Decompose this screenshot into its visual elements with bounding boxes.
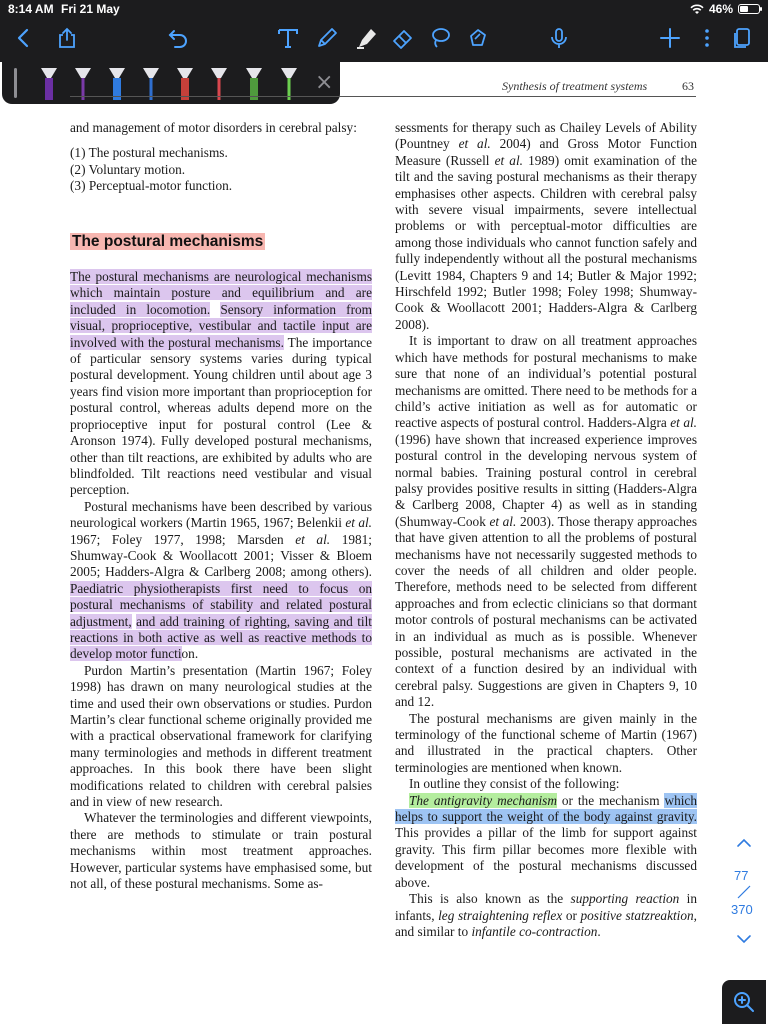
- microphone-icon: [547, 26, 571, 50]
- undo-button[interactable]: [164, 24, 192, 52]
- highlight-purple: and add training of righting, saving and tilt reactions in both active as well as reactive methods to develop motor functi: [70, 613, 372, 662]
- pen-tool[interactable]: [313, 24, 341, 52]
- paragraph-text: It is important to draw on all treatment approaches which have methods for postural mechanisms to make sure that none of an individual’s potential postural mechanisms are omitted. There need to be methods for a child’s active initiation as well as for automatic or reactive aspects of postural control. Hadders-Algra: [395, 333, 697, 431]
- pen-icon: [315, 26, 339, 50]
- page-number: 63: [682, 79, 694, 93]
- current-page: 77: [734, 868, 749, 883]
- add-page-button[interactable]: [656, 24, 684, 52]
- paragraph-text: on.: [181, 646, 199, 662]
- pen-color-purple[interactable]: [40, 66, 58, 100]
- list-item: (3) Perceptual-motor function.: [70, 178, 233, 194]
- pen-color-red[interactable]: [176, 66, 194, 100]
- list-item: (1) The postural mechanisms.: [70, 145, 228, 161]
- paragraph: Whatever the terminologies and different viewpoints, there are methods to stimulate or train postural mechanisms within most treatment approaches. However, particular systems have emphasised some, but not all, of these postural mechanisms. Some as-: [70, 810, 372, 892]
- text-icon: [276, 26, 300, 50]
- more-button[interactable]: [693, 24, 721, 52]
- zoom-in-icon: [732, 990, 756, 1014]
- total-pages: 370: [731, 902, 753, 917]
- paragraph: [395, 793, 697, 891]
- undo-icon: [166, 26, 190, 50]
- more-icon: [695, 26, 719, 50]
- paragraph: The postural mechanisms are given mainly in the terminology of the functional scheme of Martin (1967) and illustrated in the practical chapters. Other terminologies are mentioned when known.: [395, 710, 697, 775]
- section-heading: [70, 234, 372, 250]
- share-icon: [55, 26, 79, 50]
- paragraph-text: sessments for therapy such as Chailey Levels of Ability (Pountney: [395, 120, 697, 152]
- intro-text: and management of motor disorders in cerebral palsy:: [70, 120, 357, 135]
- paragraph-text: The importance of particular sensory systems varies during typical postural development. Young children until about age 3 years find vision more important than proprioception for postural control, whereas adults depend more on the proprioceptive input for postural control (Lee & Aronson 1974). Fully developed postural mechanisms, other than tilt reactions, are exhibited by adults who are blindfolded. Tilt reactions need vestibular and visual perception.: [70, 334, 372, 498]
- wifi-icon: [690, 4, 704, 15]
- pen-color-lime[interactable]: [280, 66, 298, 100]
- close-tray-button[interactable]: ×: [315, 70, 334, 95]
- toolbar: [0, 0, 768, 62]
- list-item: (2) Voluntary motion.: [70, 161, 186, 177]
- paragraph-text: Postural mechanisms have been described by various neurological workers (Martin 1965, 1967; Belenkii: [70, 498, 372, 531]
- header-rule: [70, 96, 696, 97]
- italic-text: et al.: [458, 136, 491, 152]
- shape-icon: [466, 26, 490, 50]
- battery-percent: 46%: [708, 2, 733, 16]
- pen-color-navy[interactable]: [142, 66, 160, 100]
- italic-text: positive statzreaktion: [580, 907, 694, 923]
- shapes-tool[interactable]: [464, 24, 492, 52]
- zoom-button[interactable]: [722, 980, 766, 1024]
- eraser-icon: [391, 26, 415, 50]
- back-button[interactable]: [10, 24, 38, 52]
- italic-text: infantile co-contraction: [471, 923, 598, 939]
- paragraph: [395, 891, 697, 940]
- paragraph-text: 2003). Those therapy approaches that have given attention to all the problems of postural mechanisms have not necessarily suggested methods to cover the needs of all children and older people. Therefore, methods need to be selected from different approaches and from eclectic clinicians so that dormant motor controls of postural mechanisms can be activated in an individual as much as is possible. Whenever possible, postural mechanisms are activated in the context of a function desired by an individual with cerebral palsy. Suggestions are given in Chapters 9, 10 and 12.: [395, 513, 698, 710]
- italic-text: leg straightening reflex: [438, 907, 563, 923]
- heading-text: The postural mechanisms: [72, 232, 264, 250]
- pen-color-green[interactable]: [245, 66, 263, 100]
- paragraph: Purdon Martin’s presentation (Martin 1967; Foley 1998) has drawn on many neurological studies at the time and used their own observations or studies. Purdon Martin’s clear functional scheme originally provided me with a practical observational framework for clarifying many terminologies and methods in different treatment approaches. In this book there have been slight modifications related to children with cerebral palsies and in view of new research.: [70, 662, 372, 810]
- right-column: [395, 120, 697, 940]
- text-tool[interactable]: [274, 24, 302, 52]
- highlight-purple: The postural mechanisms are neurological mechanisms which maintain posture and equilibrium and are included in locomotion.: [70, 269, 372, 317]
- paragraph-text: This provides a pillar of the limb for support against gravity. This firm pillar becomes more flexible with development of the postural mechanisms discussed above.: [395, 825, 697, 890]
- status-date: Fri 21 May: [61, 2, 120, 16]
- paragraph-text: 2004) and Gross Motor Function Measure (Russell: [395, 136, 697, 168]
- paragraph: [395, 333, 697, 710]
- highlight-green: The antigravity mechanism: [409, 792, 557, 808]
- pages-icon: [730, 26, 754, 50]
- paragraph-text: 1981; Shumway-Cook & Woollacott 2001; Visser & Bloem 2005; Hadders-Algra & Carlberg 2008; among others).: [70, 531, 372, 580]
- paragraph-text: This is also known as the: [409, 891, 571, 907]
- lasso-icon: [428, 26, 452, 50]
- pen-color-crimson[interactable]: [210, 66, 228, 100]
- highlight-purple: Sensory information from visual, proprioceptive, vestibular and tactile input are involved with the postural mechanisms.: [70, 301, 373, 350]
- lasso-tool[interactable]: [426, 24, 454, 52]
- pen-color-blue[interactable]: [108, 66, 126, 100]
- paragraph: [395, 120, 697, 333]
- highlighter-tool[interactable]: [352, 24, 380, 52]
- next-page-button[interactable]: [735, 930, 753, 948]
- italic-text: et al.: [295, 531, 331, 547]
- eraser-tool[interactable]: [389, 24, 417, 52]
- paragraph: In outline they consist of the following:: [409, 776, 620, 792]
- paragraph: [70, 499, 372, 663]
- paragraph-text: 1967; Foley 1977, 1998; Marsden: [70, 531, 296, 547]
- italic-text: et al.: [670, 415, 698, 431]
- highlight-purple: Paediatric physiotherapists first need to focus on postural mechanisms of stability and related postural adjustment,: [70, 580, 372, 629]
- drag-handle[interactable]: [14, 68, 17, 98]
- pages-button[interactable]: [728, 24, 756, 52]
- paragraph-text: in infants,: [395, 891, 697, 923]
- italic-text: et al.: [489, 513, 517, 529]
- italic-text: supporting reaction: [570, 891, 680, 907]
- back-icon: [12, 26, 36, 50]
- italic-text: et al.: [345, 515, 372, 531]
- pen-color-violet[interactable]: [74, 66, 92, 100]
- italic-text: et al.: [494, 152, 523, 168]
- status-time: 8:14 AM: [8, 2, 54, 16]
- paragraph-text: or the mechanism: [556, 792, 665, 808]
- paragraph-text: (1996) have shown that increased experience improves postural control in the developing nervous system of normal babies. Training postural control in cerebral palsy provides positive results in sitting (Hadders-Algra & Carlberg 2008, Chapter 4) as well as in standing (Shumway-Cook: [395, 431, 697, 529]
- share-button[interactable]: [53, 24, 81, 52]
- microphone-button[interactable]: [545, 24, 573, 52]
- paragraph: [70, 269, 372, 499]
- paragraph-text: or: [562, 907, 581, 923]
- highlight-blue: which helps to support the weight of the body against gravity.: [395, 792, 697, 825]
- page-separator: [736, 884, 752, 900]
- battery-level: [740, 6, 748, 12]
- paragraph-text: .: [597, 923, 601, 939]
- pen-tray: [2, 62, 340, 104]
- running-head: Synthesis of treatment systems: [502, 79, 648, 93]
- previous-page-button[interactable]: [735, 834, 753, 852]
- paragraph-text: , and similar to: [395, 907, 697, 939]
- status-indicators: [690, 2, 760, 16]
- add-icon: [658, 26, 682, 50]
- component-list: [70, 145, 372, 194]
- left-column: [70, 120, 372, 892]
- battery-icon: [738, 4, 760, 14]
- highlighter-icon: [354, 26, 378, 50]
- paragraph-text: 1989) omit examination of the tilt and the saving postural mechanisms as their therapy emphasises other aspects. Children with cerebral palsy with severe visual impairments, severe intellectual problems or with perceptual-motor difficulties are among those individuals who cannot function safely and fully independently without all the postural mechanisms (Levitt 1984, Chapters 9 and 14; Butler & Major 1992; Hirschfeld 1992; Butler 1998; Foley 1998; Shumway-Cook & Woollacott 2001; Hadders-Algra & Carlberg 2008).: [395, 152, 697, 332]
